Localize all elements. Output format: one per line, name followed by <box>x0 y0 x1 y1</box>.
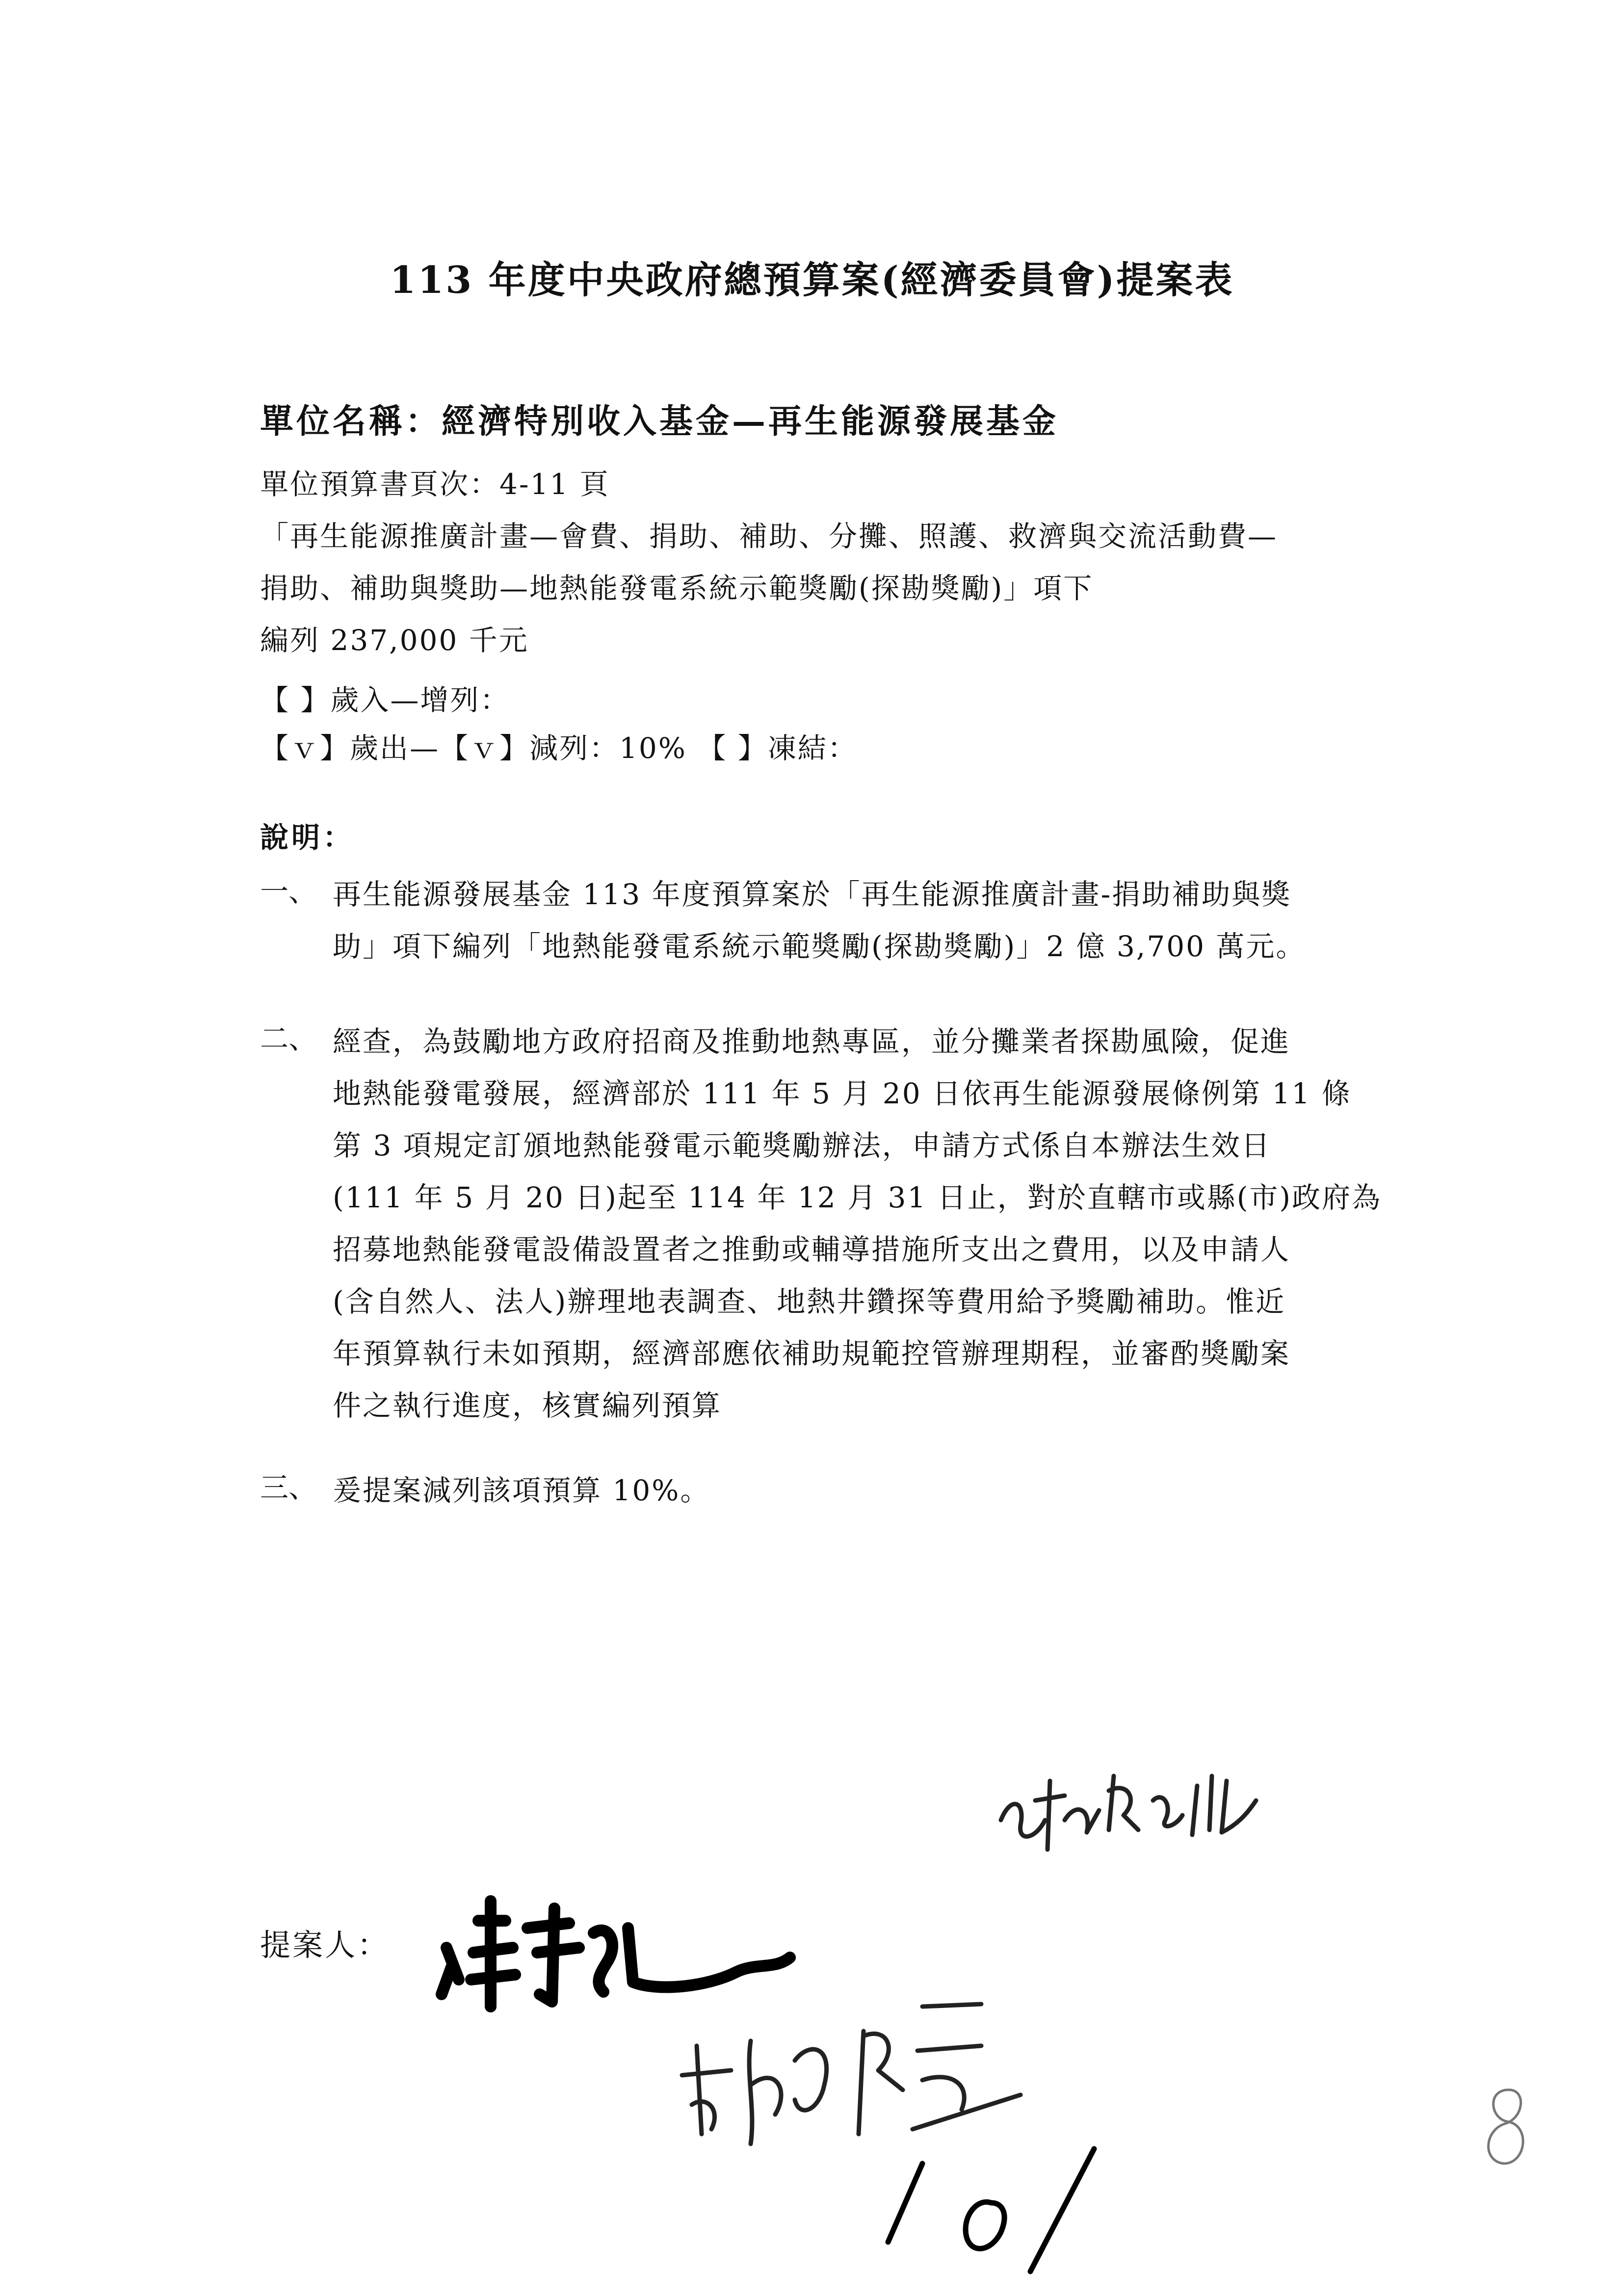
paragraph-body <box>333 1016 1388 1432</box>
handwritten-signature-3 <box>677 1987 1119 2281</box>
paragraph-label: 一、 <box>260 875 317 908</box>
paragraph-line: (含自然人、法人)辦理地表調查、地熱井鑽探等費用給予獎勵補助。惟近 <box>333 1285 1286 1318</box>
explanation-heading: 說明： <box>260 821 355 854</box>
paragraph-body <box>333 868 1388 972</box>
expense-checkbox-line: 【ｖ】歲出—【ｖ】減列：10% 【 】凍結： <box>260 731 858 765</box>
handwritten-number-101 <box>888 2149 1094 2271</box>
paragraph-line: (111 年 5 月 20 日)起至 114 年 12 月 31 日止，對於直轄市或縣(市)政府為 <box>333 1181 1382 1214</box>
budget-page-ref: 單位預算書頁次：4-11 頁 <box>260 468 610 501</box>
document-title: 113 年度中央政府總預算案(經濟委員會)提案表 <box>390 258 1234 302</box>
budget-item-line-1: 「再生能源推廣計畫—會費、捐助、補助、分攤、照護、救濟與交流活動費— <box>260 520 1278 553</box>
paragraph-line: 經查，為鼓勵地方政府招商及推動地熱專區，並分攤業者探勘風險，促進 <box>333 1025 1291 1058</box>
paragraph-line: 招募地熱能發電設備設置者之推動或輔導措施所支出之費用，以及申請人 <box>333 1233 1291 1266</box>
budget-item-line-2: 捐助、補助與獎助—地熱能發電系統示範獎勵(探勘獎勵)」項下 <box>260 572 1094 605</box>
paragraph-line: 件之執行進度，核實編列預算 <box>333 1389 722 1422</box>
unit-name: 單位名稱：經濟特別收入基金—再生能源發展基金 <box>260 402 1059 441</box>
paragraph-label: 二、 <box>260 1022 317 1055</box>
paragraph-body <box>333 1464 1388 1516</box>
proposer-label: 提案人： <box>260 1927 390 1963</box>
paragraph-line: 年預算執行未如預期，經濟部應依補助規範控管辦理期程，並審酌獎勵案 <box>333 1337 1291 1370</box>
paragraph-line: 爰提案減列該項預算 10%。 <box>333 1474 710 1507</box>
paragraph-line: 助」項下編列「地熱能發電系統示範獎勵(探勘獎勵)」2 億 3,700 萬元。 <box>333 930 1306 963</box>
budget-amount: 編列 237,000 千元 <box>260 624 529 657</box>
handwritten-signature-2 <box>991 1747 1285 1859</box>
paragraph-line: 第 3 項規定訂頒地熱能發電示範獎勵辦法，申請方式係自本辦法生效日 <box>333 1129 1271 1162</box>
handwritten-page-number-8 <box>1477 2080 1536 2173</box>
revenue-checkbox-line: 【 】歲入—增列： <box>260 683 510 717</box>
paragraph-line: 再生能源發展基金 113 年度預算案於「再生能源推廣計畫-捐助補助與獎 <box>333 878 1292 911</box>
paragraph-line: 地熱能發電發展，經濟部於 111 年 5 月 20 日依再生能源發展條例第 11 條 <box>333 1077 1352 1110</box>
paragraph-label: 三、 <box>260 1471 317 1504</box>
